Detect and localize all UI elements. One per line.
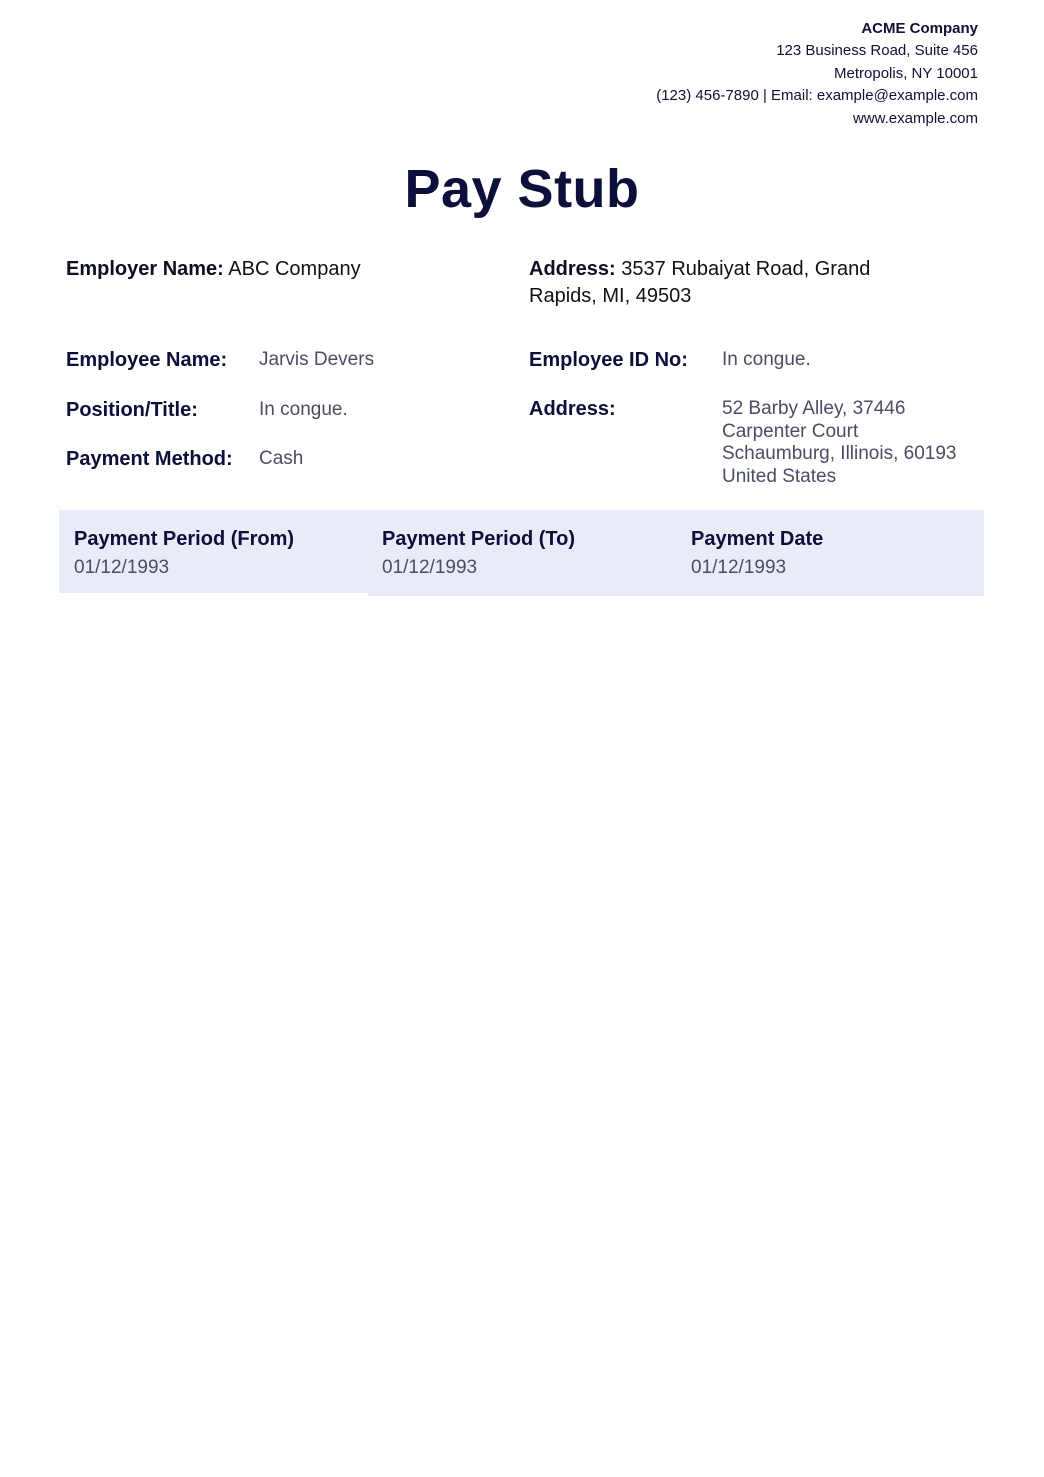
employer-name-value: ABC Company [228, 258, 361, 280]
payment-period-to-label: Payment Period (To) [382, 528, 575, 550]
company-header [656, 18, 978, 130]
employee-address-line: United States [722, 465, 837, 487]
position-title-label: Position/Title: [66, 399, 198, 421]
employee-address-line: 52 Barby Alley, 37446 [722, 398, 906, 419]
employee-address-value [722, 398, 956, 488]
company-website: www.example.com [852, 109, 978, 127]
employer-address-label: Address: [529, 258, 616, 280]
period-divider [59, 593, 368, 596]
employee-id-value: In congue. [722, 349, 811, 370]
page-title: Pay Stub [404, 159, 640, 219]
employee-name-label: Employee Name: [66, 349, 228, 371]
company-contact: (123) 456-7890 | Email: example@example.com [656, 87, 978, 105]
payment-method-value: Cash [259, 448, 304, 469]
payment-date-value: 01/12/1993 [691, 557, 787, 578]
payment-period-from-label: Payment Period (From) [74, 528, 295, 550]
employee-address-line: Carpenter Court [722, 420, 859, 442]
employer-name-block [66, 256, 486, 283]
company-address-line1: 123 Business Road, Suite 456 [776, 42, 978, 60]
employee-address-label: Address: [529, 398, 616, 420]
payment-period-to [382, 524, 575, 582]
payment-period-from-value: 01/12/1993 [74, 557, 170, 578]
company-address-line2: Metropolis, NY 10001 [834, 64, 978, 82]
payment-period-section [59, 510, 984, 596]
employer-address-block [529, 256, 909, 310]
payment-period-to-value: 01/12/1993 [382, 557, 478, 578]
payment-date [691, 524, 823, 582]
employee-name-value: Jarvis Devers [259, 349, 375, 370]
employer-name-label: Employer Name: [66, 258, 224, 280]
payment-period-from [74, 524, 294, 582]
position-title-value: In congue. [259, 399, 348, 420]
employee-address-line: Schaumburg, Illinois, 60193 [722, 443, 957, 464]
company-name: ACME Company [861, 20, 978, 37]
employee-id-label: Employee ID No: [529, 349, 688, 371]
employer-address-value: 3537 Rubaiyat Road, Grand Rapids, MI, 49503 [529, 258, 871, 307]
payment-method-label: Payment Method: [66, 448, 233, 470]
payment-date-label: Payment Date [691, 528, 824, 550]
